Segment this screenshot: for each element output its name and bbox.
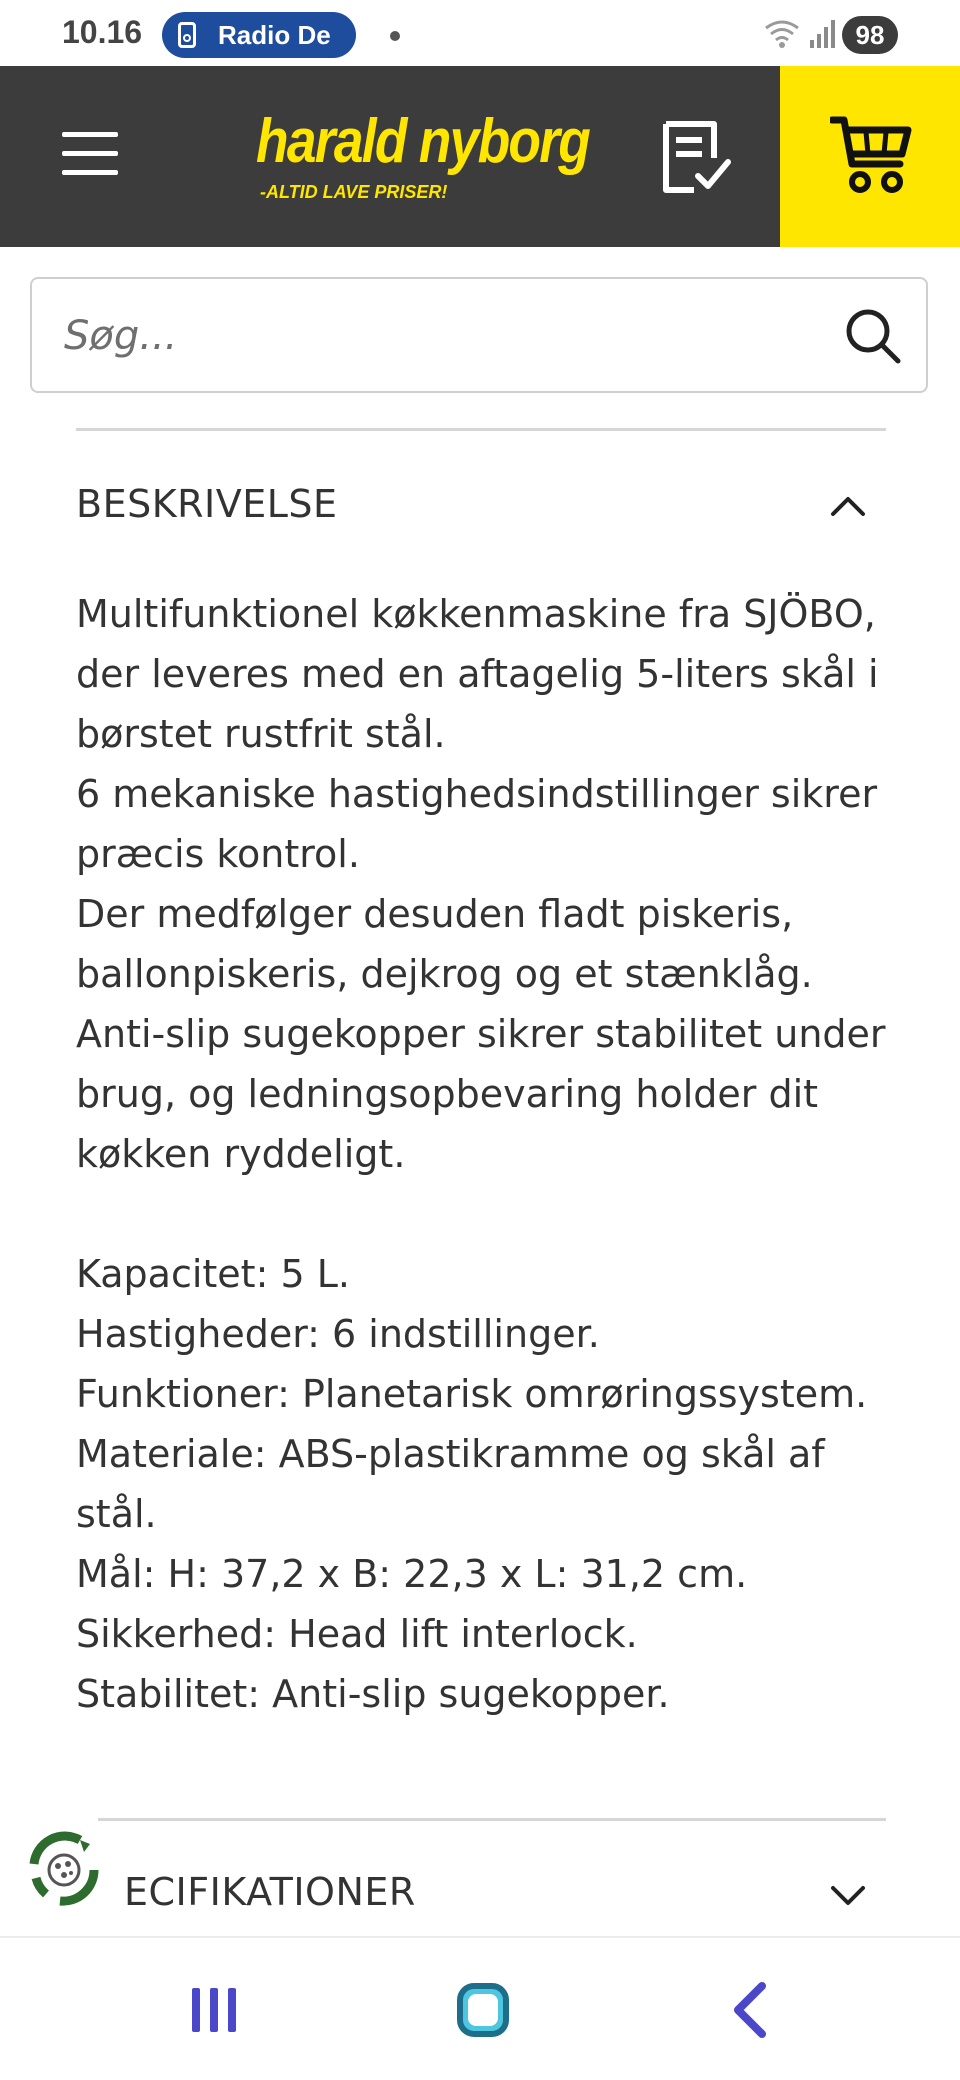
radio-icon	[178, 22, 196, 48]
home-icon[interactable]	[456, 1982, 510, 2038]
battery-level: 98	[842, 16, 898, 54]
search-bar	[30, 277, 928, 393]
chevron-down-icon[interactable]	[830, 1884, 866, 1908]
spec-line: Stabilitet: Anti-slip sugekopper.	[76, 1672, 670, 1716]
divider	[76, 428, 886, 431]
system-navigation-bar	[0, 1936, 960, 2080]
spec-line: Kapacitet: 5 L.	[76, 1252, 350, 1296]
eco-badge-icon[interactable]	[20, 1826, 108, 1914]
status-time: 10.16	[62, 14, 143, 50]
back-icon[interactable]	[730, 1982, 770, 2038]
checklist-icon[interactable]	[660, 120, 734, 196]
logo-tagline: -ALTID LAVE PRISER!	[260, 182, 448, 202]
description-body	[76, 584, 896, 1724]
description-line: 6 mekaniske hastighedsindstillinger sikrer præcis kontrol.	[76, 772, 878, 876]
shopping-cart-icon	[830, 114, 912, 196]
spec-line: Sikkerhed: Head lift interlock.	[76, 1612, 638, 1656]
wifi-icon	[764, 18, 800, 50]
site-header	[0, 66, 960, 247]
signal-icon	[808, 18, 838, 50]
section-title-description: BESKRIVELSE	[76, 482, 338, 526]
status-bar	[0, 0, 960, 66]
radio-notification-pill[interactable]	[162, 12, 356, 58]
section-title-specifications: ECIFIKATIONER	[124, 1870, 416, 1914]
spec-line: Funktioner: Planetarisk omrøringssystem.	[76, 1372, 868, 1416]
description-line: Multifunktionel køkkenmaskine fra SJÖBO, der leveres med en aftagelig 5-liters skål i børstet rustfrit stål.	[76, 592, 879, 756]
chevron-up-icon[interactable]	[830, 494, 866, 518]
hamburger-menu-icon[interactable]	[62, 132, 118, 176]
radio-label: Radio De	[218, 20, 331, 50]
spec-line: Materiale: ABS-plastikramme og skål af stål.	[76, 1432, 825, 1536]
divider	[98, 1818, 886, 1821]
brand-logo[interactable]	[256, 106, 590, 206]
spec-line: Hastigheder: 6 indstillinger.	[76, 1312, 600, 1356]
notification-dot	[390, 31, 400, 41]
spec-line: Mål: H: 37,2 x B: 22,3 x L: 31,2 cm.	[76, 1552, 748, 1596]
paragraph-gap	[76, 1184, 896, 1244]
description-line: Anti-slip sugekopper sikrer stabilitet under brug, og ledningsopbevaring holder dit køkken ryddeligt.	[76, 1012, 886, 1176]
cart-button[interactable]	[780, 66, 960, 247]
search-input[interactable]	[62, 305, 826, 367]
logo-name: harald nyborg	[256, 107, 590, 176]
search-icon[interactable]	[844, 307, 902, 365]
recent-apps-icon[interactable]	[190, 1986, 238, 2034]
description-line: Der medfølger desuden fladt piskeris, ballonpiskeris, dejkrog og et stænklåg.	[76, 892, 813, 996]
